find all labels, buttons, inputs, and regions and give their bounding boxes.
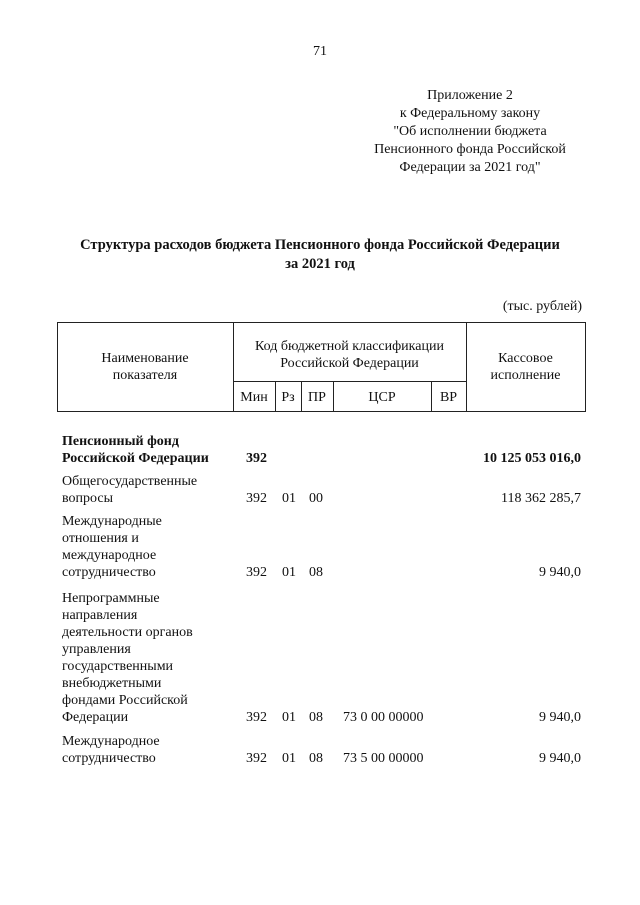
row-amount: 118 362 285,7 <box>501 491 581 506</box>
row-min: 392 <box>246 491 267 506</box>
header-code: Код бюджетной классификации Российской Федерации <box>255 339 444 371</box>
row-min: 392 <box>246 565 267 580</box>
header-execution: Кассовое исполнение <box>490 351 561 383</box>
title-line: за 2021 год <box>285 256 355 272</box>
unit-label: (тыс. рублей) <box>502 299 582 314</box>
row-pr: 08 <box>309 710 323 725</box>
document-title <box>40 236 600 274</box>
annex-line: Пенсионного фонда Российской <box>374 142 566 157</box>
header-pr: ПР <box>308 390 326 405</box>
row-name: Общегосударственные вопросы <box>62 474 198 506</box>
row-name: Международные отношения и международное сотрудничество <box>62 514 162 580</box>
row-min: 392 <box>246 751 267 766</box>
header-csr: ЦСР <box>368 390 396 405</box>
title-line: Структура расходов бюджета Пенсионного фонда Российской Федерации <box>80 237 560 253</box>
header-top-border <box>57 322 585 323</box>
row-min: 392 <box>246 451 267 466</box>
annex-block <box>340 87 600 177</box>
header-vr: ВР <box>439 390 458 405</box>
row-pr: 00 <box>309 491 323 506</box>
row-amount: 9 940,0 <box>539 710 581 725</box>
annex-line: Приложение 2 <box>427 88 513 103</box>
row-csr: 73 5 00 00000 <box>343 751 424 766</box>
row-min: 392 <box>246 710 267 725</box>
border-right <box>585 322 586 412</box>
row-name: Пенсионный фонд Российской Федерации <box>62 434 209 466</box>
header-bottom-border <box>57 411 585 412</box>
header-rz: Рз <box>281 390 295 405</box>
row-pr: 08 <box>309 565 323 580</box>
row-amount: 10 125 053 016,0 <box>483 451 581 466</box>
header-name: Наименование показателя <box>101 351 189 383</box>
annex-line: Федерации за 2021 год" <box>399 160 541 175</box>
annex-line: "Об исполнении бюджета <box>393 124 547 139</box>
row-name: Международное сотрудничество <box>62 734 160 766</box>
header-min: Мин <box>240 390 268 405</box>
row-name: Непрограммные направления деятельности органов управления государственными внебюджетными фондами Российской Федерации <box>62 591 193 725</box>
row-rz: 01 <box>282 565 296 580</box>
page-number: 71 <box>313 44 327 59</box>
row-rz: 01 <box>282 491 296 506</box>
row-amount: 9 940,0 <box>539 565 581 580</box>
row-amount: 9 940,0 <box>539 751 581 766</box>
annex-line: к Федеральному закону <box>399 106 541 121</box>
row-pr: 08 <box>309 751 323 766</box>
row-rz: 01 <box>282 710 296 725</box>
row-csr: 73 0 00 00000 <box>343 710 424 725</box>
row-rz: 01 <box>282 751 296 766</box>
